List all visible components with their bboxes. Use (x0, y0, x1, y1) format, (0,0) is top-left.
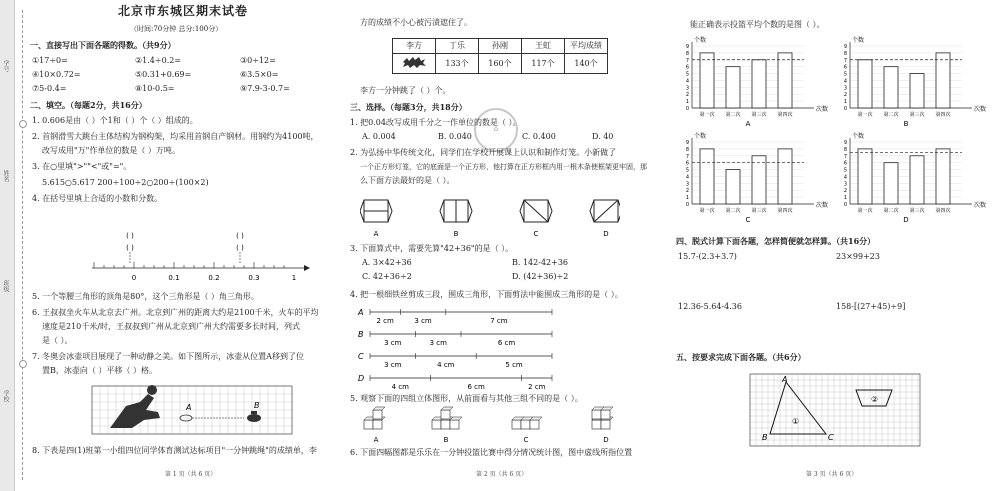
option-label: A (373, 436, 379, 444)
cut-line (22, 10, 23, 480)
jump-rope-table (392, 38, 608, 74)
segment-group (357, 308, 552, 391)
chart-bar (884, 67, 898, 108)
table-cell: 160个 (479, 54, 522, 74)
cube-groups (360, 404, 630, 444)
chart-xlabel: 次数 (816, 202, 829, 209)
section-4-heading: 四、脱式计算下面各题，怎样简便就怎样算。（共16分） (676, 236, 876, 246)
chart-bar (936, 149, 950, 204)
section-2-heading: 二、填空。（每题2分，共16分） (30, 100, 147, 110)
option: C. 42+36÷2 (362, 272, 412, 281)
question-text: 改写成用"万"作单位的数是（ ）万吨。 (42, 146, 180, 155)
section-3-heading: 三、选择。（每题3分，共18分） (350, 102, 467, 112)
question-text: 4. 把一根细铁丝剪成三段，围成三角形，下面剪法中能围成三角形的是（ ）。 (350, 290, 623, 299)
shape-number: ② (871, 395, 879, 404)
question-text: 5.615○5.617 200÷100÷2○200÷(100×2) (42, 178, 209, 187)
question-text: 是（ ）。 (42, 336, 73, 345)
chart-category-label: 第一次 (857, 112, 873, 118)
ticks (94, 262, 284, 268)
chart-tick-label: 5 (685, 167, 689, 174)
chart-tick-label: 7 (843, 153, 847, 160)
segment-length: 5 cm (505, 361, 523, 369)
question-text: 么下面方法最好的是（ ）。 (360, 176, 455, 185)
question-text: 李方一分钟跳了（ ）个。 (360, 86, 451, 95)
option-label: C (533, 230, 539, 238)
ink-stain-icon (401, 56, 427, 68)
watermark-stamp: ✿ (474, 108, 518, 152)
segment-length: 3 cm (429, 339, 447, 347)
calc-item: ⑧10-0.5= (135, 84, 175, 93)
chart-category-label: 第四次 (935, 112, 951, 118)
chart-category-label: 第三次 (909, 112, 925, 118)
chart-category-label: 第二次 (725, 112, 741, 118)
exam-title: 北京市东城区期末试卷 (118, 4, 249, 18)
table-header: 丁乐 (436, 39, 479, 54)
chart-bar (910, 156, 924, 204)
chart-tick-label: 9 (685, 140, 689, 146)
chart-tick-label: 3 (843, 85, 847, 92)
chart-category-label: 第四次 (777, 208, 793, 214)
segment-length: 2 cm (528, 383, 546, 391)
chart-tick-label: 4 (843, 78, 847, 85)
calc-item: ⑤0.31+0.69= (135, 70, 192, 79)
cube (592, 420, 601, 429)
axis-arrow (304, 265, 310, 271)
point-b-label: B (254, 401, 260, 410)
lantern-option-c (520, 200, 552, 222)
chart-tick-label: 6 (843, 160, 847, 167)
chart-tick-label: 2 (685, 92, 689, 99)
cube (530, 420, 539, 429)
shape-number: ① (792, 417, 800, 426)
chart-tick-label: 8 (685, 146, 689, 153)
exam-subtitle: （时间:70分钟 总分:100分） (130, 25, 223, 33)
binding-label: 班级 (2, 280, 9, 292)
option: B. 142-42+36 (512, 258, 568, 267)
segment-length: 4 cm (391, 383, 410, 391)
chart-xlabel: 次数 (974, 106, 987, 113)
question-text: 速度是210千米/时，王叔叔到广州从北京到广州大约需要多长时间，列式 (42, 322, 300, 331)
curling-grid-figure (88, 382, 298, 438)
chart-bar (884, 163, 898, 204)
page-1 (30, 0, 330, 491)
lantern-option-d (590, 200, 620, 222)
question-text: 5. 观察下面的四组立体图形，从前面看与其他三组不同的是（ ）。 (350, 394, 583, 403)
curling-stone-handle (251, 411, 257, 414)
binding-label: 姓名 (2, 170, 9, 182)
cube (373, 420, 382, 429)
question-text: 8. 下表是四(1)班第一小组四位同学体育测试达标项目"一分钟跳绳"的成绩单，李 (32, 446, 317, 455)
segment-length: 4 cm (437, 361, 455, 369)
question-text: 5. 一个等腰三角形的顶角是80°，这个三角形是（ ）角三角形。 (32, 292, 259, 301)
chart-title: C (745, 216, 751, 224)
page-footer: 第 3 页（共 6 页） (806, 471, 858, 478)
section-5-heading: 五、按要求完成下面各题。（共6分） (676, 352, 806, 362)
cube (373, 410, 382, 419)
blank-bracket: ( ) (126, 232, 134, 240)
curling-stone-b (247, 414, 261, 422)
chart-tick-label: 1 (685, 195, 689, 202)
option-label: B (443, 436, 449, 444)
numline-label: 0.3 (248, 274, 260, 282)
chart-tick-label: 4 (685, 78, 689, 85)
chart-bar (752, 60, 766, 108)
cube (601, 410, 610, 419)
chart-tick-label: 1 (685, 99, 689, 106)
bar-charts (678, 34, 994, 226)
calc-item: ①17÷0= (32, 56, 68, 65)
question-text: 方的成绩不小心被污渍遮住了。 (360, 18, 472, 27)
section-1-heading: 一、直接写出下面各题的得数。（共9分） (30, 40, 176, 50)
grid (750, 374, 920, 446)
table-cell: 133个 (436, 54, 479, 74)
page-2 (346, 0, 662, 491)
chart-tick-label: 3 (843, 181, 847, 188)
table-cell: 140个 (565, 54, 608, 74)
chart-category-label: 第一次 (699, 208, 715, 214)
chart-tick-label: 8 (685, 50, 689, 57)
cut-hole (19, 120, 27, 128)
cube (592, 410, 601, 419)
question-text: 3. 在○里填">""<"或"="。 (32, 162, 132, 171)
table-header: 孙刚 (479, 39, 522, 54)
cube (441, 410, 450, 419)
question-text: 4. 在括号里填上合适的小数和分数。 (32, 194, 163, 203)
page-footer: 第 2 页（共 6 页） (476, 471, 528, 478)
binding-label: 学号 (2, 60, 9, 72)
chart-bar (910, 74, 924, 108)
chart-tick-label: 9 (843, 140, 847, 146)
chart-group (686, 36, 986, 224)
segment-length: 3 cm (384, 339, 402, 347)
segment-length: 6 cm (467, 383, 485, 391)
option-label: D (603, 436, 609, 444)
table-header: 王虹 (522, 39, 565, 54)
segment-length: 2 cm (376, 317, 394, 325)
lantern-shapes (360, 196, 620, 240)
option-label: D (603, 230, 609, 238)
chart-tick-label: 7 (685, 153, 689, 160)
segment-length: 3 cm (384, 361, 402, 369)
chart-tick-label: 0 (843, 106, 847, 112)
chart-bar (858, 149, 872, 204)
option: C. 0.400 (522, 132, 556, 141)
cube (512, 420, 521, 429)
chart-tick-label: 4 (685, 174, 689, 181)
chart-ylabel: 个数 (694, 37, 707, 44)
numline-label: 0.1 (168, 274, 180, 282)
table-cell: 117个 (522, 54, 565, 74)
chart-title: D (903, 216, 909, 224)
chart-tick-label: 8 (843, 50, 847, 57)
table-header: 李方 (393, 39, 436, 54)
blank-bracket: ( ) (236, 232, 244, 240)
question-text: 2. 首钢滑雪大跳台主体结构为钢构架，均采用首钢自产钢材。用钢约为4100吨， (32, 132, 319, 141)
cube (441, 420, 450, 429)
chart-tick-label: 7 (685, 57, 689, 64)
cube (601, 420, 610, 429)
chart-category-label: 第二次 (725, 208, 741, 214)
calc-item: 158-[(27+45)÷9] (836, 302, 906, 311)
chart-title: A (745, 120, 751, 128)
chart-tick-label: 2 (843, 92, 847, 99)
chart-ylabel: 个数 (694, 133, 707, 140)
calc-item: ⑦5-0.4= (32, 84, 67, 93)
question-text: 2. 为弘扬中华传统文化，同学们在学校开展课上认识和制作灯笼。小新做了 (350, 148, 617, 157)
numline-label: 0.2 (208, 274, 220, 282)
chart-title: B (903, 120, 909, 128)
chart-tick-label: 7 (843, 57, 847, 64)
question-text: 3. 下面算式中，需要先算"42+36"的是（ ）。 (350, 244, 514, 253)
chart-bar (726, 170, 740, 204)
chart-tick-label: 1 (843, 195, 847, 202)
cube (432, 420, 441, 429)
vertex-label: B (762, 433, 768, 442)
chart-tick-label: 6 (685, 160, 689, 167)
question-text: 置B，冰壶向（ ）平移（ ）格。 (42, 366, 157, 375)
chart-xlabel: 次数 (816, 106, 829, 113)
question-text: 一个正方形灯笼，它的底面是一个正方形，他打算在正方形框内用一根木条使框架更牢固，那 (360, 163, 647, 171)
chart-category-label: 第三次 (909, 208, 925, 214)
cube-top (373, 407, 385, 410)
calc-item: 15.7-(2.3+3.7) (678, 252, 737, 261)
chart-tick-label: 8 (843, 146, 847, 153)
curler-silhouette (110, 394, 160, 428)
chart-tick-label: 1 (843, 99, 847, 106)
chart-category-label: 第三次 (751, 112, 767, 118)
calc-item: ⑨7.9-3-0.7= (240, 84, 290, 93)
calc-item: ④10×0.72= (32, 70, 81, 79)
chart-ylabel: 个数 (852, 37, 865, 44)
question-text: 7. 冬奥会冰壶项目展现了一种动静之美。如下图所示，冰壶从位置A移到了位 (32, 352, 304, 361)
triangle-grid-figure (746, 368, 926, 454)
vertex-label: C (828, 433, 834, 442)
cut-hole (19, 360, 27, 368)
calc-item: ②1.4÷0.2= (135, 56, 182, 65)
chart-tick-label: 5 (685, 71, 689, 78)
option: A. 0.004 (362, 132, 396, 141)
cube (521, 420, 530, 429)
chart-bar (778, 53, 792, 108)
chart-bar (700, 53, 714, 108)
question-text: 6. 下面四幅图都是乐乐在一分钟投篮比赛中得分情况统计图，图中虚线所指位置 (350, 448, 633, 457)
table-header: 平均成绩 (565, 39, 608, 54)
chart-category-label: 第二次 (883, 112, 899, 118)
segment-length: 7 cm (490, 317, 508, 325)
calc-item: 12.36-5.64-4.36 (678, 302, 742, 311)
chart-tick-label: 3 (685, 181, 689, 188)
option: D. (42+36)÷2 (512, 272, 569, 281)
option-label: A (373, 230, 379, 238)
number-line (90, 228, 310, 284)
chart-ylabel: 个数 (852, 133, 865, 140)
lantern-option-b (440, 200, 472, 222)
vertex-label: A (782, 375, 788, 384)
question-text: 1. 0.606是由（ ）个1和（ ）个（ ）组成的。 (32, 116, 198, 125)
cube (450, 420, 459, 429)
segment-option-label: B (358, 330, 364, 339)
binding-label: 学校 (2, 390, 9, 402)
segment-option-label: C (358, 352, 364, 361)
cube-figures (364, 407, 613, 429)
calc-item: ⑥3.5×0= (240, 70, 279, 79)
chart-bar (700, 149, 714, 204)
lantern-option-a (360, 200, 392, 222)
chart-tick-label: 9 (685, 44, 689, 50)
option: D. 40 (592, 132, 614, 141)
curler-head (147, 385, 157, 395)
page-footer: 第 1 页（共 6 页） (165, 471, 217, 478)
chart-tick-label: 2 (843, 188, 847, 195)
chart-tick-label: 2 (685, 188, 689, 195)
option: A. 3×42+36 (362, 258, 412, 267)
chart-category-label: 第二次 (883, 208, 899, 214)
question-text: 能正确表示投篮平均个数的是图（ ）。 (690, 20, 825, 29)
chart-bar (778, 149, 792, 204)
chart-tick-label: 9 (843, 44, 847, 50)
cube (364, 420, 373, 429)
chart-bar (936, 53, 950, 108)
chart-category-label: 第一次 (857, 208, 873, 214)
chart-tick-label: 6 (685, 64, 689, 71)
chart-category-label: 第三次 (751, 208, 767, 214)
option: B. 0.040 (438, 132, 472, 141)
chart-tick-label: 0 (685, 106, 689, 112)
option-label: B (453, 230, 459, 238)
chart-tick-label: 3 (685, 85, 689, 92)
chart-tick-label: 4 (843, 174, 847, 181)
chart-tick-label: 0 (843, 202, 847, 208)
segment-length: 6 cm (497, 339, 516, 347)
blank-bracket: ( ) (236, 244, 244, 252)
chart-category-label: 第一次 (699, 112, 715, 118)
binding-strip (0, 0, 15, 491)
segment-option-label: D (358, 374, 365, 383)
chart-tick-label: 0 (685, 202, 689, 208)
calc-item: ③0÷12= (240, 56, 276, 65)
chart-bar (858, 60, 872, 108)
chart-tick-label: 6 (843, 64, 847, 71)
chart-tick-label: 5 (843, 71, 847, 78)
option-label: C (523, 436, 529, 444)
blank-bracket: ( ) (126, 244, 134, 252)
chart-category-label: 第四次 (935, 208, 951, 214)
stain-cell (393, 54, 436, 74)
cube-top (441, 407, 453, 410)
question-text: 6. 王叔叔坐火车从北京去广州。北京到广州的距离大约是2100千米，火车的平均 (32, 308, 319, 317)
wire-segments (356, 300, 556, 392)
segment-length: 3 cm (414, 317, 432, 325)
page-3 (676, 0, 994, 491)
chart-xlabel: 次数 (974, 202, 987, 209)
numline-label: 1 (291, 274, 297, 282)
segment-option-label: A (358, 308, 364, 317)
point-a-label: A (186, 403, 192, 412)
calc-item: 23×99+23 (836, 252, 880, 261)
question-text: 1. 把0.04改写成用千分之一作单位的数是（ ）。 (350, 118, 521, 127)
chart-tick-label: 5 (843, 167, 847, 174)
chart-bar (726, 67, 740, 108)
chart-category-label: 第四次 (777, 112, 793, 118)
numline-label: 0 (131, 274, 137, 282)
